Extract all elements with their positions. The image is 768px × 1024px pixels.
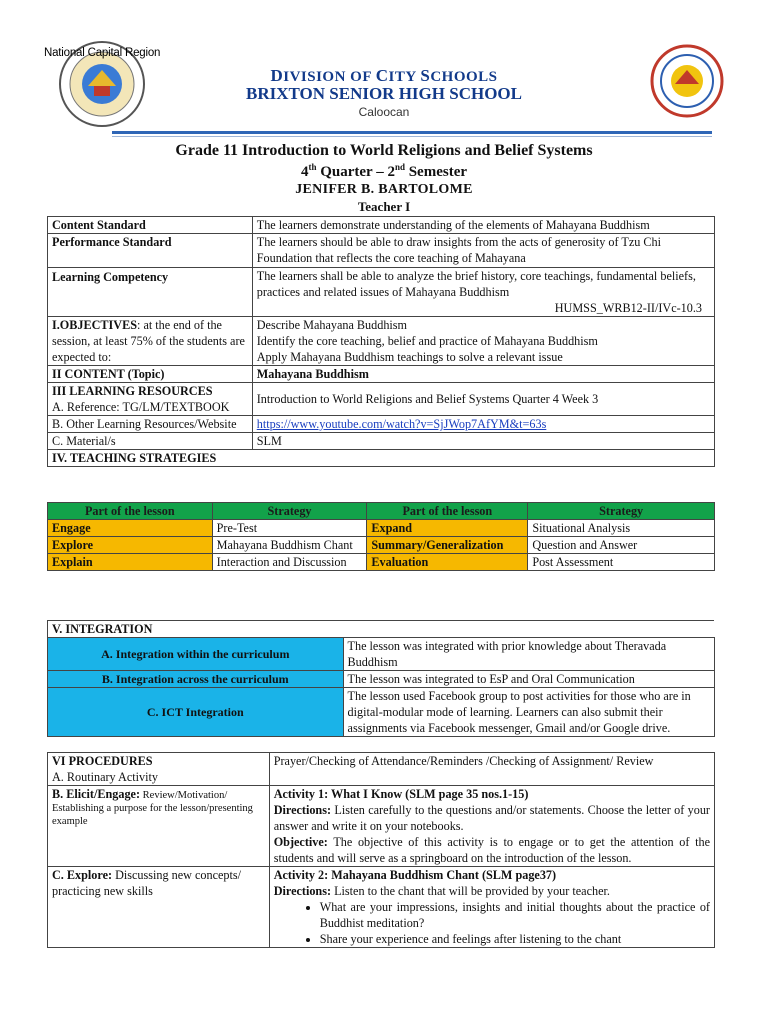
table-row	[48, 867, 715, 948]
objective-label: Objective:	[273, 835, 328, 849]
table-row	[48, 234, 715, 268]
objectives-label-cell	[48, 317, 253, 366]
competency-code: HUMSS_WRB12-II/IVc-10.3	[554, 301, 702, 315]
lesson-plan-table	[47, 216, 715, 467]
elicit-sub: Establishing a purpose for the lesson/presenting example	[52, 803, 253, 827]
teacher-position: Teacher I	[357, 199, 411, 214]
performance-standard-label: Performance Standard	[48, 234, 253, 268]
activity1-title: Activity 1: What I Know (SLM page 35 nos.1-15)	[273, 787, 529, 801]
table-row	[48, 537, 715, 554]
strategy: Post Assessment	[528, 554, 715, 571]
integration-table	[47, 620, 715, 737]
activity1-directions	[274, 802, 710, 834]
elicit-label: B. Elicit/Engage:	[52, 787, 141, 801]
materials-label: C. Material/s	[48, 433, 253, 450]
objectives-desc: : at the end of the session, at least 75% of the students are expected to:	[52, 318, 245, 364]
col-header: Strategy	[212, 503, 367, 520]
col-header: Strategy	[528, 503, 715, 520]
learning-resources-label: III LEARNING RESOURCES	[52, 384, 213, 398]
youtube-link[interactable]: https://www.youtube.com/watch?v=SjJWop7AfYM&t=63s	[256, 417, 547, 431]
performance-standard-text: The learners should be able to draw insights from the acts of generosity of Tzu Chi Foundation that reflects the core teaching of Mahayana	[252, 234, 714, 268]
content-standard-label: Content Standard	[48, 217, 253, 234]
quarter-semester: 4th Quarter – 2nd Semester	[300, 162, 468, 180]
activity1-objective	[274, 834, 710, 866]
table-row	[48, 317, 715, 366]
activity2-bullets	[274, 899, 710, 947]
table-row	[48, 621, 715, 638]
explore-label: C. Explore:	[52, 868, 113, 882]
lesson-part: Evaluation	[367, 554, 528, 571]
routinary-label: A. Routinary Activity	[52, 770, 158, 784]
table-row	[48, 688, 715, 737]
teacher-name: JENIFER B. BARTOLOME	[295, 182, 473, 197]
school-name: BRIXTON SENIOR HIGH SCHOOL	[245, 84, 522, 103]
procedures-label: VI PROCEDURES	[52, 754, 153, 768]
table-row	[48, 450, 715, 467]
content-topic-label: II CONTENT (Topic)	[48, 366, 253, 383]
list-item: • Share your experience and feelings after listening to the chant	[320, 931, 710, 947]
activity2-cell	[269, 867, 714, 948]
directions-text: Listen carefully to the questions and/or statements. Choose the letter of your answer and write it on your notebooks.	[273, 803, 710, 833]
objective-item: Apply Mahayana Buddhism teachings to solve a relevant issue	[256, 350, 563, 364]
table-row	[48, 416, 715, 433]
procedures-table	[47, 752, 715, 948]
integration-within-label: A. Integration within the curriculum	[48, 638, 344, 671]
col-header: Part of the lesson	[367, 503, 528, 520]
table-row	[48, 671, 715, 688]
table-row	[48, 383, 715, 416]
objective-item: Identify the core teaching, belief and practice of Mahayana Buddhism	[256, 334, 598, 348]
integration-label: V. INTEGRATION	[48, 621, 715, 638]
integration-across-text: The lesson was integrated to EsP and Oral Communication	[343, 671, 714, 688]
directions-label: Directions:	[273, 884, 332, 898]
activity2-directions	[274, 883, 710, 899]
procedures-label-cell	[48, 753, 270, 786]
explore-desc: Discussing new concepts/ practicing new skills	[52, 868, 242, 898]
strategy: Question and Answer	[528, 537, 715, 554]
routinary-text: Prayer/Checking of Attendance/Reminders /Checking of Assignment/ Review	[269, 753, 714, 786]
division-title: DIVISION OF CITY SCHOOLS	[270, 66, 498, 85]
other-resources-label: B. Other Learning Resources/Website	[48, 416, 253, 433]
ict-integration-text: The lesson used Facebook group to post activities for those who are in digital-modular mode of learning. Learners can also submit their assignments via Facebook messenger, Gmail and/or Google drive.	[343, 688, 714, 737]
reference-label: A. Reference: TG/LM/TEXTBOOK	[52, 400, 230, 414]
ict-integration-label: C. ICT Integration	[48, 688, 344, 737]
table-row	[48, 554, 715, 571]
other-resources-cell	[252, 416, 714, 433]
table-row	[48, 217, 715, 234]
table-row	[48, 786, 715, 867]
strategy: Interaction and Discussion	[212, 554, 367, 571]
directions-text: Listen to the chant that will be provided by your teacher.	[331, 884, 610, 898]
strategy: Situational Analysis	[528, 520, 715, 537]
explore-cell	[48, 867, 270, 948]
city-name: Caloocan	[358, 105, 410, 119]
strategy: Mahayana Buddhism Chant	[212, 537, 367, 554]
activity1-cell	[269, 786, 714, 867]
table-row	[48, 638, 715, 671]
learning-competency-text: The learners shall be able to analyze the brief history, core teachings, fundamental beliefs, practices and related issues of Mahayana Buddhism	[256, 269, 696, 299]
table-row	[48, 520, 715, 537]
lesson-part: Explain	[48, 554, 213, 571]
resources-cell	[48, 383, 253, 416]
lesson-part: Explore	[48, 537, 213, 554]
division-seal-logo	[650, 44, 724, 118]
lesson-part: Summary/Generalization	[367, 537, 528, 554]
table-row	[48, 433, 715, 450]
lesson-part: Expand	[367, 520, 528, 537]
elicit-desc: Review/Motivation/	[140, 790, 228, 801]
teaching-strategies-label: IV. TEACHING STRATEGIES	[48, 450, 715, 467]
page-title: Grade 11 Introduction to World Religions and Belief Systems	[175, 142, 593, 159]
objective-text: The objective of this activity is to engage or to get the attention of the students and will serve as a springboard on the introduction of the lesson.	[273, 835, 710, 865]
strategy: Pre-Test	[212, 520, 367, 537]
integration-across-label: B. Integration across the curriculum	[48, 671, 344, 688]
table-row	[48, 366, 715, 383]
col-header: Part of the lesson	[48, 503, 213, 520]
objectives-list	[252, 317, 714, 366]
table-row	[48, 753, 715, 786]
reference-text: Introduction to World Religions and Belief Systems Quarter 4 Week 3	[252, 383, 714, 416]
activity2-title: Activity 2: Mahayana Buddhism Chant (SLM page37)	[273, 868, 557, 882]
learning-competency-cell	[252, 268, 714, 317]
elicit-cell	[48, 786, 270, 867]
table-row	[48, 268, 715, 317]
integration-within-text: The lesson was integrated with prior knowledge about Theravada Buddhism	[343, 638, 714, 671]
content-topic: Mahayana Buddhism	[252, 366, 714, 383]
strategies-table	[47, 502, 715, 571]
region-label: National Capital Region	[44, 47, 161, 59]
lesson-part: Engage	[48, 520, 213, 537]
objective-item: Describe Mahayana Buddhism	[256, 318, 408, 332]
strategies-header-row	[48, 503, 715, 520]
objectives-label: I.OBJECTIVES	[52, 318, 138, 332]
list-item: • What are your impressions, insights and initial thoughts about the practice of Buddhist meditation?	[320, 899, 710, 931]
directions-label: Directions:	[273, 803, 332, 817]
header-rule-thin	[112, 136, 712, 137]
content-standard-text: The learners demonstrate understanding of the elements of Mahayana Buddhism	[252, 217, 714, 234]
learning-competency-label: Learning Competency	[48, 268, 253, 317]
materials-text: SLM	[252, 433, 714, 450]
header-rule	[112, 131, 712, 134]
